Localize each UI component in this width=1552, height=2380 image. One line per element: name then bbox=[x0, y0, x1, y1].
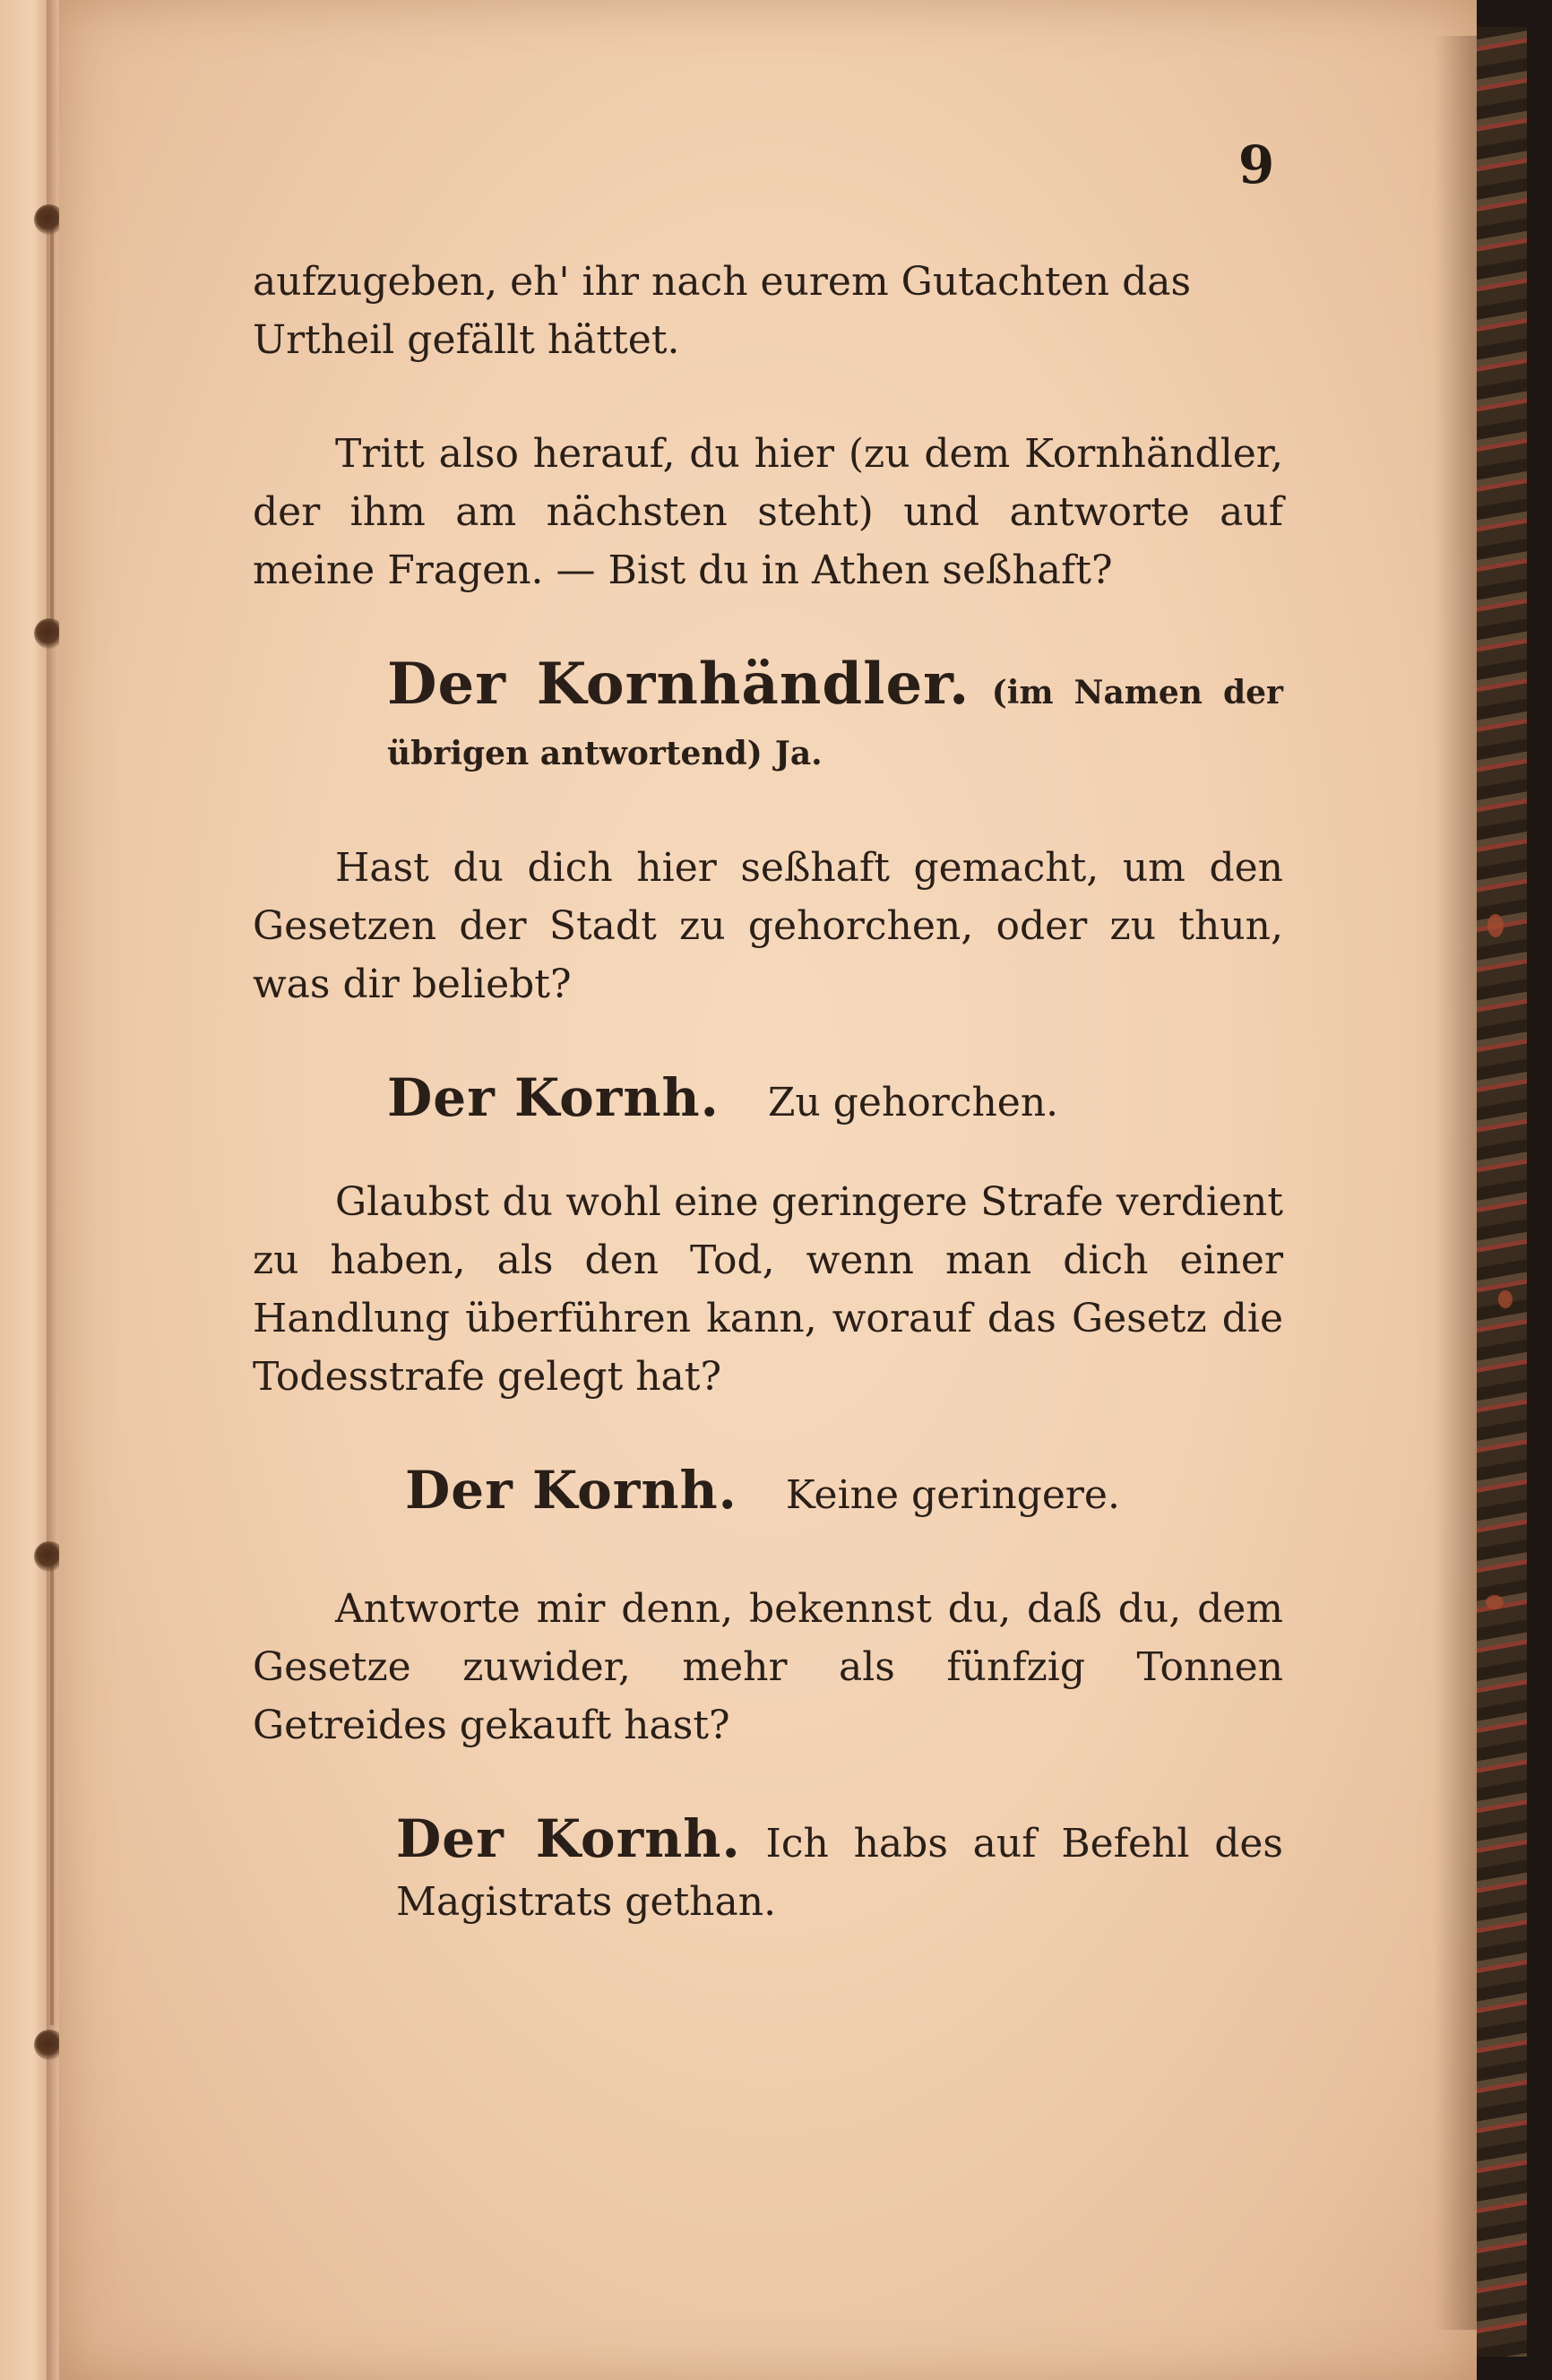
text-line: Urtheil gefällt hättet. bbox=[253, 317, 680, 363]
marbled-cover-board bbox=[1477, 27, 1527, 2357]
speaker-name: Der Kornhändler. bbox=[387, 651, 970, 718]
paragraph-continuation bbox=[253, 253, 1283, 369]
marbling-spot bbox=[1498, 1290, 1513, 1308]
speaker-reply: Ich habs auf Befehl des Magistrats gethan. bbox=[396, 1821, 1283, 1925]
speaker-reply: Keine geringere. bbox=[785, 1472, 1120, 1518]
speaker-entry bbox=[253, 1810, 1283, 1931]
speaker-entry bbox=[253, 1462, 1283, 1524]
speaker-name: Der Kornh. bbox=[396, 1808, 741, 1869]
page-number: 9 bbox=[1237, 134, 1275, 195]
binding-thread bbox=[50, 1559, 54, 2025]
speech-paragraph: Hast du dich hier seßhaft gemacht, um den Gesetzen der Stadt zu gehorchen, oder zu thun, was dir beliebt? bbox=[253, 845, 1283, 1007]
speaker-entry bbox=[253, 651, 1283, 783]
speaker-name: Der Kornh. bbox=[387, 1067, 720, 1128]
speech-paragraph: Glaubst du wohl eine geringere Strafe verdient zu haben, als den Tod, wenn man dich einer Handlung überführen kann, worauf das Gesetz die Todesstrafe gelegt hat? bbox=[253, 1179, 1283, 1400]
speaker-entry bbox=[253, 1069, 1283, 1132]
stage-direction: (im Namen der übrigen antwortend) bbox=[387, 674, 1283, 772]
text-line: aufzugeben, eh' ihr nach eurem Gutachten das bbox=[253, 259, 1192, 305]
speech-paragraph: Antworte mir denn, bekennst du, daß du, dem Gesetze zuwider, mehr als fünfzig Tonnen Getreides gekauft hast? bbox=[253, 1586, 1283, 1748]
speaker-name: Der Kornh. bbox=[405, 1460, 737, 1521]
speaker-reply: Zu gehorchen. bbox=[767, 1080, 1059, 1125]
page-edge-shadow bbox=[1434, 36, 1477, 2330]
page-text bbox=[253, 253, 1283, 1931]
binding-thread bbox=[50, 206, 54, 627]
marbling-spot bbox=[1487, 914, 1504, 937]
marbling-spot bbox=[1486, 1595, 1504, 1609]
speaker-reply: Ja. bbox=[774, 735, 823, 772]
speech-paragraph: Tritt also herauf, du hier (zu dem Kornhändler, der ihm am nächsten steht) und antworte auf meine Fragen. — Bist du in Athen seßhaft? bbox=[253, 431, 1283, 593]
